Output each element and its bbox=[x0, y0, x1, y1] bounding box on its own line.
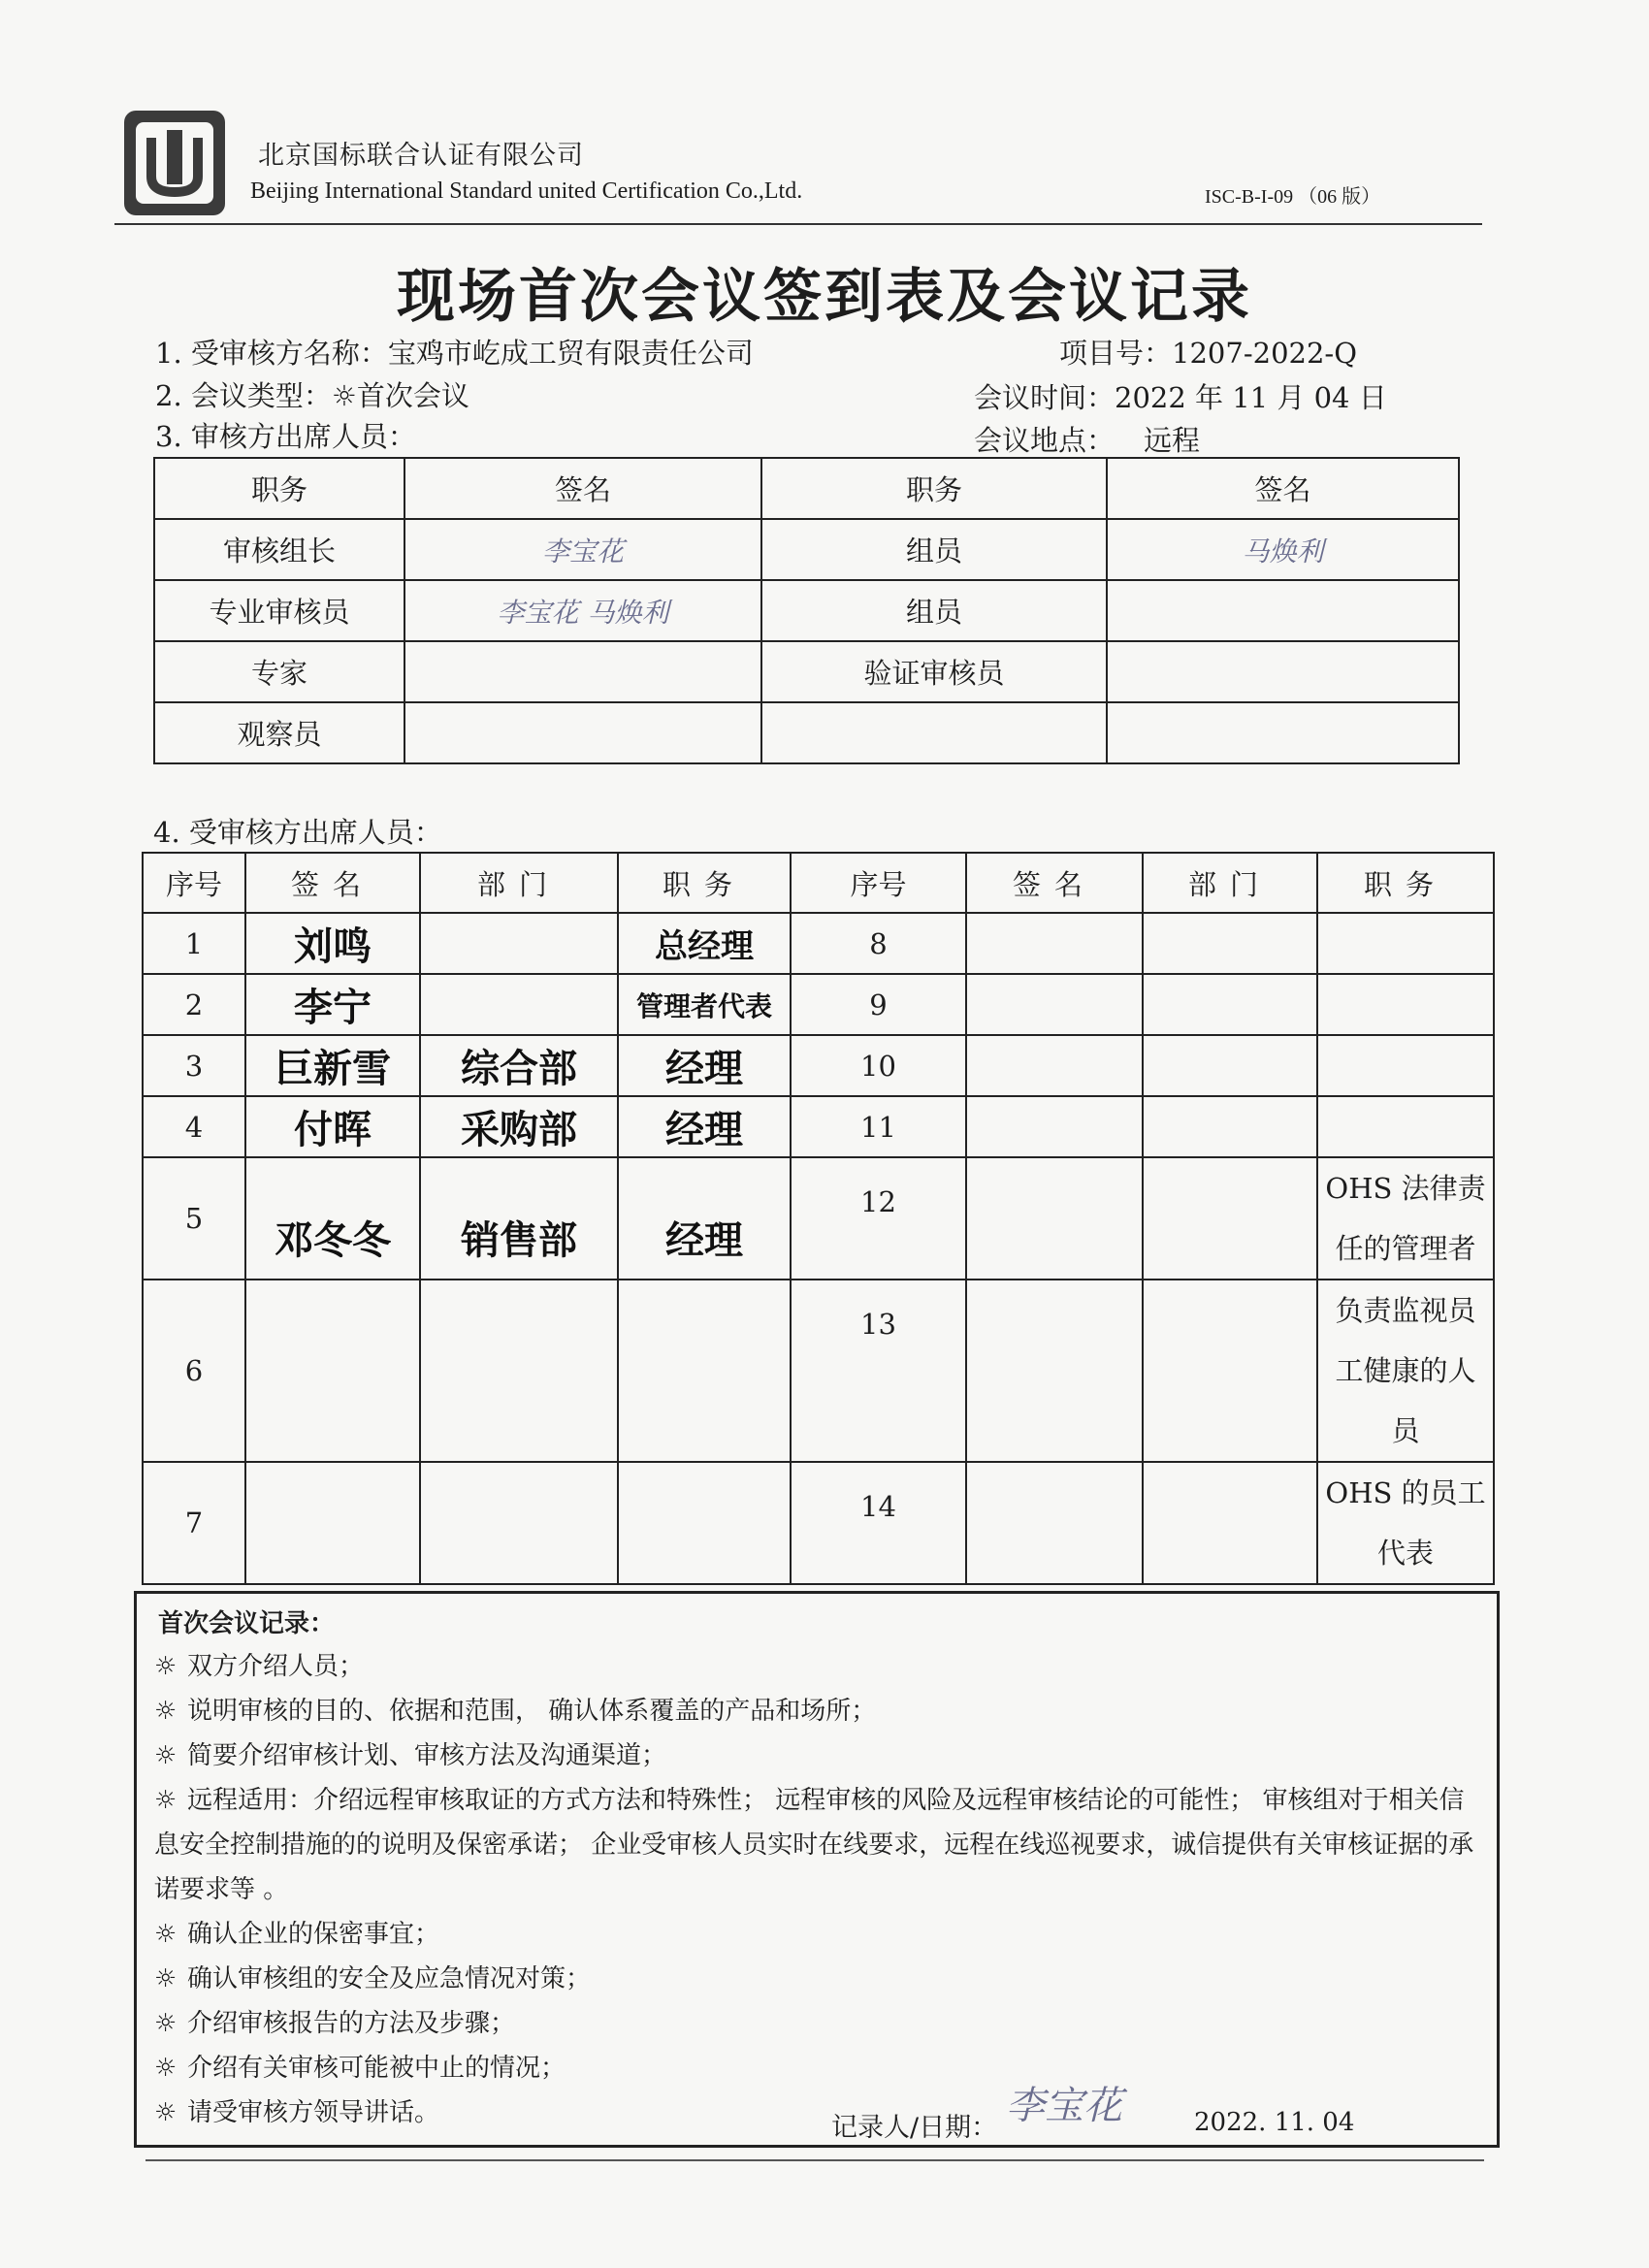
signature-cell bbox=[1107, 702, 1459, 763]
company-name-cn: 北京国标联合认证有限公司 bbox=[258, 141, 584, 171]
bullet-icon: ☼ bbox=[154, 1786, 178, 1815]
bullet-icon: ☼ bbox=[154, 1697, 178, 1726]
meeting-time-value: 2022 年 11 月 04 日 bbox=[1115, 381, 1387, 414]
recorder-label: 记录人/日期： bbox=[831, 2113, 998, 2143]
row-number: 3 bbox=[143, 1035, 245, 1096]
meeting-record-box bbox=[134, 1591, 1500, 2148]
signature-cell bbox=[1107, 519, 1459, 580]
record-list bbox=[154, 1644, 1488, 2135]
handwritten-position: 管理者代表 bbox=[635, 989, 772, 1022]
table-row bbox=[154, 580, 1459, 641]
position-cell bbox=[618, 913, 791, 974]
audit-team-header bbox=[154, 458, 1459, 519]
department-cell bbox=[1143, 1462, 1317, 1584]
role-cell: 专家 bbox=[154, 641, 404, 702]
audit-team-table bbox=[153, 457, 1460, 764]
header-divider bbox=[114, 223, 1482, 225]
header-position: 职务 bbox=[1317, 853, 1494, 913]
header-signature: 签名 bbox=[1107, 458, 1459, 519]
meeting-place-label: 会议地点： bbox=[974, 424, 1116, 457]
department-cell bbox=[420, 1280, 618, 1462]
department-cell bbox=[1143, 974, 1317, 1035]
position-cell bbox=[618, 1462, 791, 1584]
bullet-icon: ☼ bbox=[154, 2098, 178, 2127]
handwritten-signature: 邓冬冬 bbox=[275, 1218, 391, 1263]
signature-cell bbox=[245, 1096, 420, 1157]
meeting-type-line bbox=[155, 374, 469, 414]
list-item-text: 说明审核的目的、依据和范围， 确认体系覆盖的产品和场所； bbox=[187, 1697, 877, 1726]
table-row bbox=[143, 1157, 1494, 1280]
table-row bbox=[143, 1096, 1494, 1157]
row-number: 2 bbox=[143, 974, 245, 1035]
record-title: 首次会议记录： bbox=[158, 1609, 336, 1638]
recorder-signature-box bbox=[1006, 2075, 1122, 2130]
row-number: 14 bbox=[791, 1462, 966, 1584]
handwritten-signature: 刘鸣 bbox=[294, 924, 372, 969]
header-department: 部门 bbox=[1143, 853, 1317, 913]
bullet-icon: ☼ bbox=[154, 1652, 178, 1681]
signature: 李宝花 bbox=[541, 535, 624, 567]
position-cell: OHS 的员工代表 bbox=[1317, 1462, 1494, 1584]
position-cell bbox=[618, 1157, 791, 1280]
department-cell bbox=[1143, 1035, 1317, 1096]
list-item-text: 简要介绍审核计划、审核方法及沟通渠道； bbox=[187, 1741, 667, 1770]
audit-attendees-label: 3. 审核方出席人员： bbox=[155, 420, 416, 453]
signature-cell bbox=[404, 702, 761, 763]
list-item-text: 请受审核方领导讲话。 bbox=[187, 2098, 440, 2127]
list-item bbox=[154, 1957, 1488, 2001]
bullet-icon: ☼ bbox=[154, 1741, 178, 1770]
handwritten-signature: 付晖 bbox=[294, 1108, 372, 1152]
signature-cell bbox=[966, 1280, 1143, 1462]
list-item bbox=[154, 2046, 1488, 2090]
row-number: 13 bbox=[791, 1280, 966, 1462]
header-role: 职务 bbox=[761, 458, 1107, 519]
signature-cell bbox=[404, 641, 761, 702]
list-item bbox=[154, 1912, 1488, 1957]
role-cell bbox=[761, 702, 1107, 763]
project-label: 项目号： bbox=[1059, 337, 1173, 370]
signature-cell bbox=[966, 974, 1143, 1035]
list-item-text: 介绍有关审核可能被中止的情况； bbox=[187, 2054, 566, 2083]
signature-cell bbox=[966, 913, 1143, 974]
signature: 马焕利 bbox=[1242, 535, 1324, 567]
position-cell: OHS 法律责任的管理者 bbox=[1317, 1157, 1494, 1280]
signature-cell bbox=[404, 519, 761, 580]
table-row bbox=[143, 1035, 1494, 1096]
table-row bbox=[143, 913, 1494, 974]
row-number: 11 bbox=[791, 1096, 966, 1157]
signature-cell bbox=[245, 974, 420, 1035]
signature: 李宝花 马焕利 bbox=[497, 596, 669, 629]
row-number: 8 bbox=[791, 913, 966, 974]
meeting-time-line bbox=[974, 376, 1387, 416]
department-cell bbox=[420, 913, 618, 974]
row-number: 7 bbox=[143, 1462, 245, 1584]
header-signature: 签名 bbox=[404, 458, 761, 519]
department-cell bbox=[420, 1157, 618, 1280]
meeting-place-line bbox=[974, 419, 1200, 459]
role-cell: 组员 bbox=[761, 580, 1107, 641]
meeting-place-value: 远程 bbox=[1144, 424, 1201, 457]
row-number: 5 bbox=[143, 1157, 245, 1280]
table-row bbox=[154, 641, 1459, 702]
row-number: 12 bbox=[791, 1157, 966, 1280]
meeting-type-label: 2. 会议类型： bbox=[155, 379, 332, 412]
auditee-header bbox=[143, 853, 1494, 913]
handwritten-position: 总经理 bbox=[655, 927, 754, 966]
table-row bbox=[143, 1280, 1494, 1462]
position-cell bbox=[618, 1096, 791, 1157]
signature-cell bbox=[1107, 641, 1459, 702]
bullet-icon: ☼ bbox=[154, 1920, 178, 1949]
project-line bbox=[1059, 332, 1357, 372]
handwritten-signature: 巨新雪 bbox=[275, 1047, 391, 1091]
list-item bbox=[154, 1733, 1488, 1778]
header-signature: 签名 bbox=[966, 853, 1143, 913]
department-cell bbox=[1143, 1157, 1317, 1280]
position-cell: 负责监视员工健康的人员 bbox=[1317, 1280, 1494, 1462]
position-cell bbox=[618, 974, 791, 1035]
list-item-text: 介绍审核报告的方法及步骤； bbox=[187, 2009, 516, 2038]
list-item bbox=[154, 1778, 1488, 1912]
signature-cell bbox=[966, 1035, 1143, 1096]
list-item bbox=[154, 1644, 1488, 1689]
position-cell bbox=[1317, 913, 1494, 974]
position-cell bbox=[618, 1035, 791, 1096]
header-number: 序号 bbox=[791, 853, 966, 913]
bullet-icon: ☼ bbox=[154, 1964, 178, 1993]
department-cell bbox=[420, 1035, 618, 1096]
table-row bbox=[154, 702, 1459, 763]
row-number: 9 bbox=[791, 974, 966, 1035]
role-cell: 审核组长 bbox=[154, 519, 404, 580]
department-cell bbox=[1143, 913, 1317, 974]
department-cell bbox=[1143, 1280, 1317, 1462]
handwritten-position: 经理 bbox=[665, 1047, 743, 1091]
handwritten-department: 采购部 bbox=[461, 1108, 577, 1152]
footer-divider bbox=[146, 2159, 1484, 2161]
row-number: 4 bbox=[143, 1096, 245, 1157]
signature-cell bbox=[245, 1035, 420, 1096]
record-date: 2022. 11. 04 bbox=[1194, 2108, 1355, 2137]
position-cell bbox=[1317, 974, 1494, 1035]
header-number: 序号 bbox=[143, 853, 245, 913]
role-cell: 验证审核员 bbox=[761, 641, 1107, 702]
form-code: ISC-B-I-09 （06 版） bbox=[1205, 186, 1381, 208]
bullet-icon: ☼ bbox=[154, 2009, 178, 2038]
header-department: 部门 bbox=[420, 853, 618, 913]
list-item-text: 远程适用：介绍远程审核取证的方式方法和特殊性； 远程审核的风险及远程审核结论的可能性； 审核组对于相关信息安全控制措施的的说明及保密承诺； 企业受审核人员实时在线要求，远程在线巡视要求，诚信提供有关审核证据的承诺要求等 。 bbox=[154, 1786, 1474, 1904]
list-item bbox=[154, 2001, 1488, 2046]
department-cell bbox=[420, 1462, 618, 1584]
document-title: 现场首次会议签到表及会议记录 bbox=[397, 263, 1252, 331]
auditee-line bbox=[155, 332, 754, 372]
table-row bbox=[143, 1462, 1494, 1584]
auditee-attendees-table bbox=[142, 852, 1495, 1585]
bullet-icon: ☼ bbox=[154, 2054, 178, 2083]
handwritten-department: 综合部 bbox=[461, 1047, 577, 1091]
row-number: 1 bbox=[143, 913, 245, 974]
row-number: 10 bbox=[791, 1035, 966, 1096]
role-cell: 专业审核员 bbox=[154, 580, 404, 641]
role-cell: 组员 bbox=[761, 519, 1107, 580]
signature-cell bbox=[404, 580, 761, 641]
recorder-signature: 李宝花 bbox=[1006, 2084, 1122, 2128]
department-cell bbox=[1143, 1096, 1317, 1157]
signature-cell bbox=[966, 1096, 1143, 1157]
company-name-en: Beijing International Standard united Certification Co.,Ltd. bbox=[250, 178, 803, 204]
role-cell: 观察员 bbox=[154, 702, 404, 763]
handwritten-signature: 李宁 bbox=[294, 986, 372, 1030]
meeting-type-value: ☼首次会议 bbox=[331, 379, 469, 412]
meeting-time-label: 会议时间： bbox=[974, 381, 1116, 414]
auditee-attendees-label: 4. 受审核方出席人员： bbox=[153, 816, 442, 849]
handwritten-position: 经理 bbox=[665, 1218, 743, 1263]
table-row bbox=[143, 974, 1494, 1035]
handwritten-position: 经理 bbox=[665, 1108, 743, 1152]
position-cell bbox=[1317, 1035, 1494, 1096]
department-cell bbox=[420, 974, 618, 1035]
signature-cell bbox=[1107, 580, 1459, 641]
table-row bbox=[154, 519, 1459, 580]
list-item-text: 确认审核组的安全及应急情况对策； bbox=[187, 1964, 592, 1993]
signature-cell bbox=[245, 1462, 420, 1584]
auditee-name: 宝鸡市屹成工贸有限责任公司 bbox=[387, 337, 754, 370]
header-role: 职务 bbox=[154, 458, 404, 519]
auditee-label: 1. 受审核方名称： bbox=[155, 337, 388, 370]
row-number: 6 bbox=[143, 1280, 245, 1462]
company-logo bbox=[122, 109, 227, 217]
handwritten-department: 销售部 bbox=[461, 1218, 577, 1263]
position-cell bbox=[618, 1280, 791, 1462]
position-cell bbox=[1317, 1096, 1494, 1157]
signature-cell bbox=[245, 1157, 420, 1280]
signature-cell bbox=[245, 1280, 420, 1462]
header-signature: 签名 bbox=[245, 853, 420, 913]
signature-cell bbox=[966, 1157, 1143, 1280]
list-item-text: 确认企业的保密事宜； bbox=[187, 1920, 440, 1949]
list-item-text: 双方介绍人员； bbox=[187, 1652, 365, 1681]
header-position: 职务 bbox=[618, 853, 791, 913]
signature-cell bbox=[966, 1462, 1143, 1584]
list-item bbox=[154, 1689, 1488, 1733]
department-cell bbox=[420, 1096, 618, 1157]
signature-cell bbox=[245, 913, 420, 974]
project-number: 1207-2022-Q bbox=[1172, 337, 1357, 370]
